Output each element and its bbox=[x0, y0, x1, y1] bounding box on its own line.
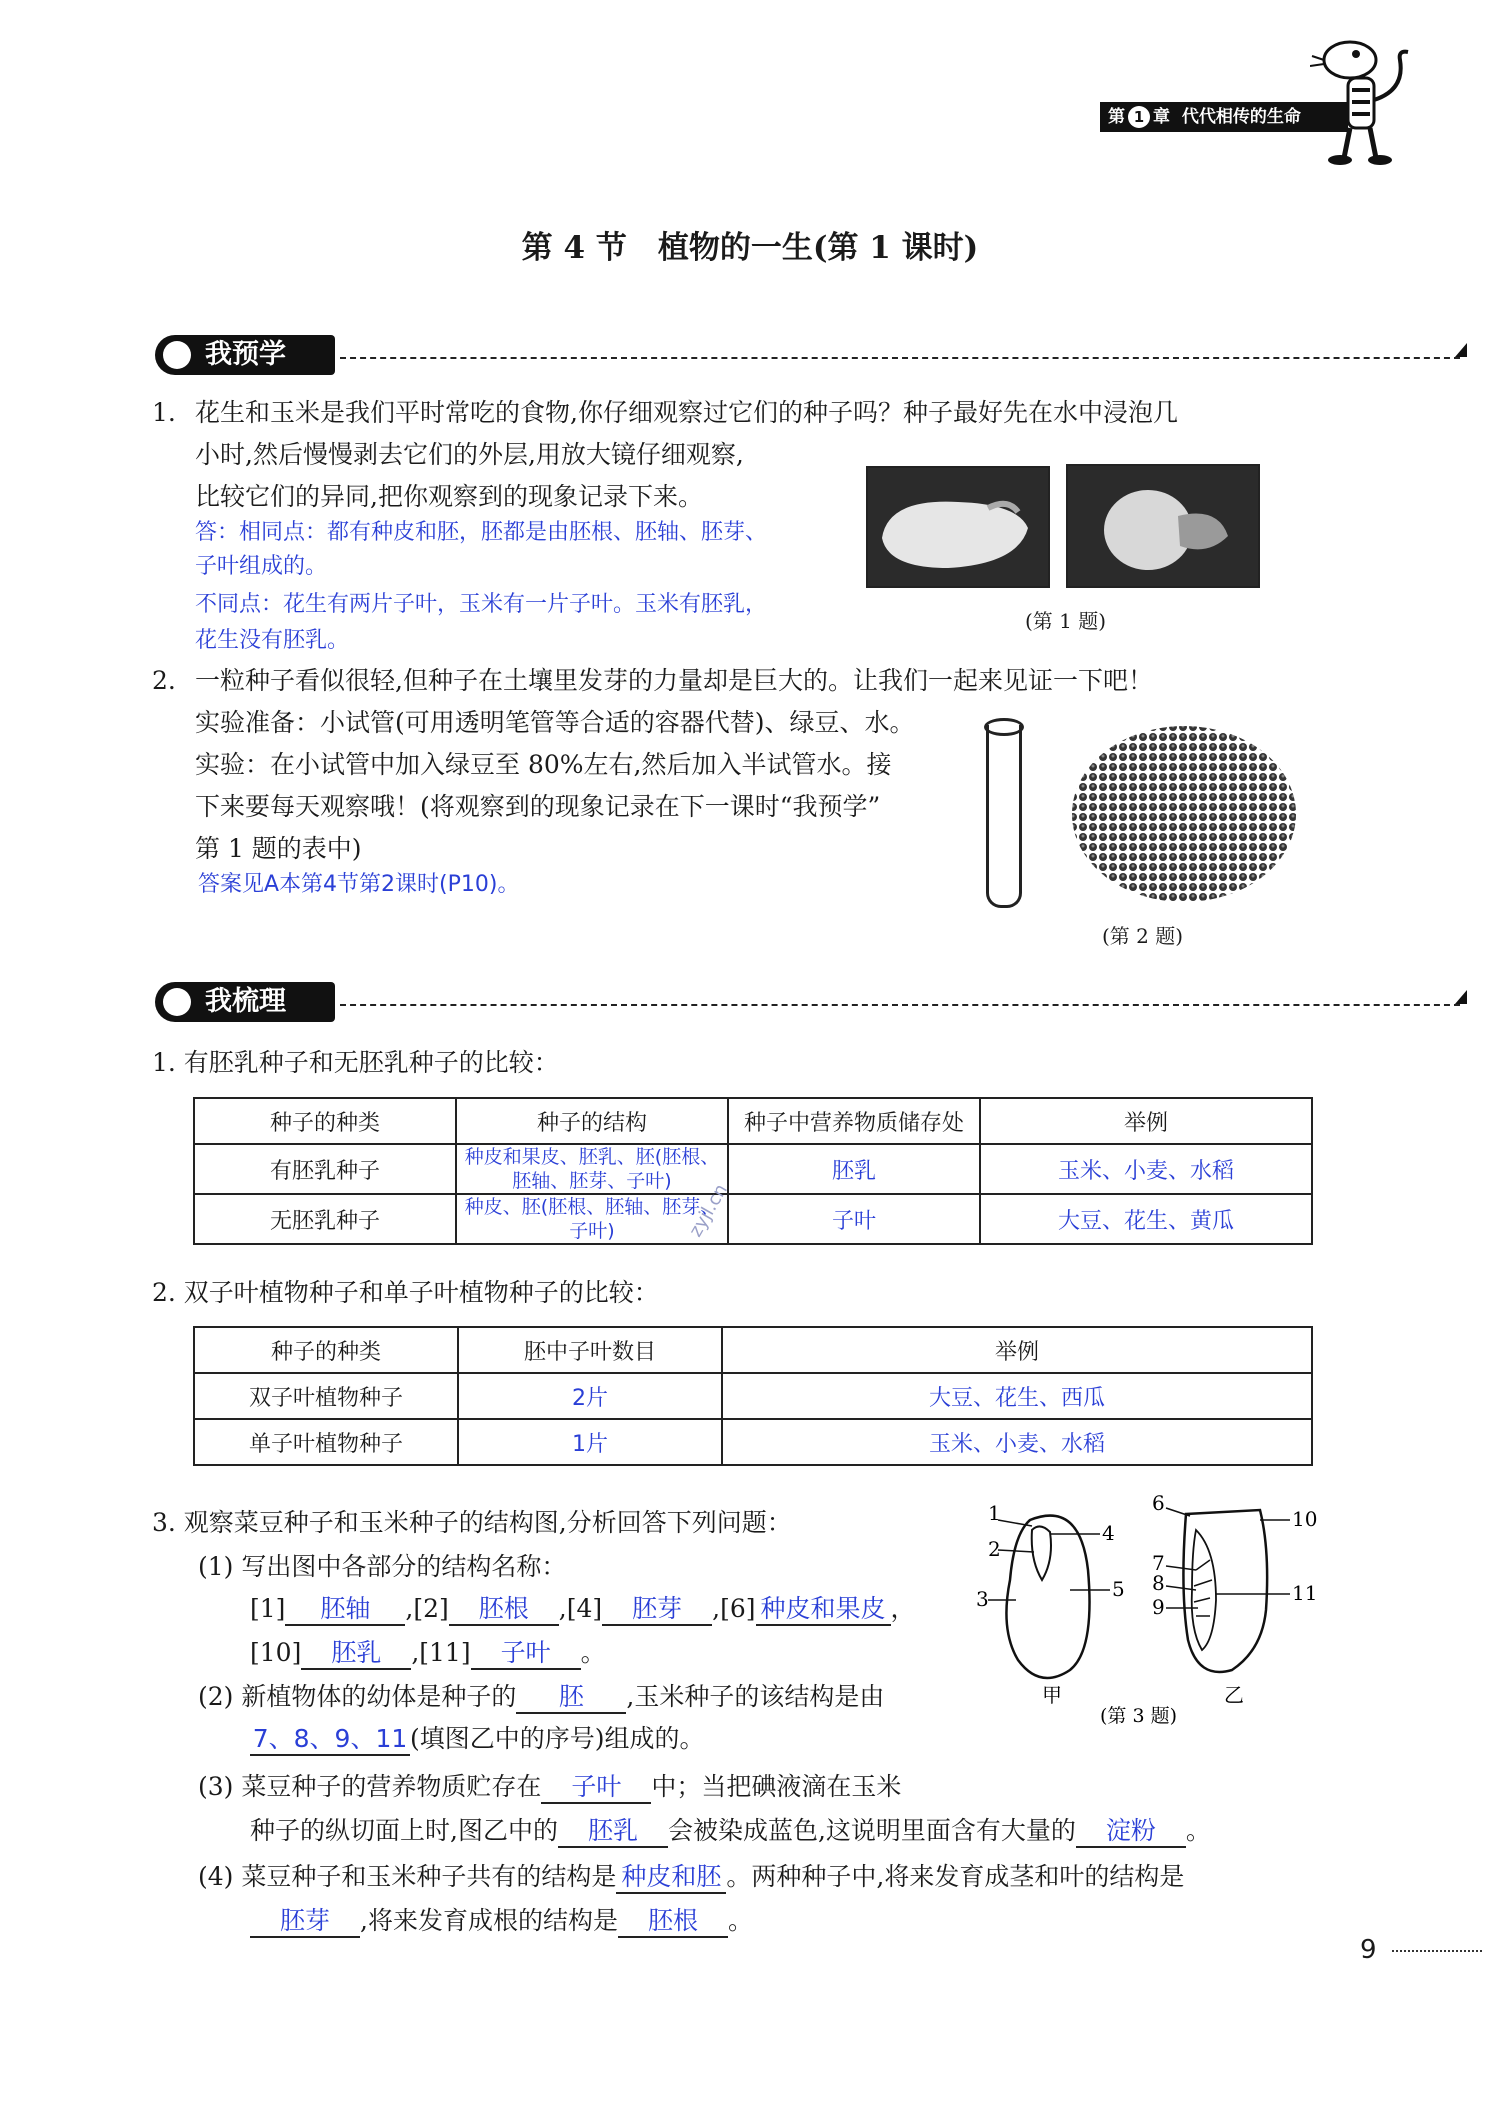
answer-blank: 种皮和果皮 bbox=[756, 1594, 891, 1626]
diagram-label: 10 bbox=[1292, 1507, 1318, 1531]
chapter-title: 代代相传的生命 bbox=[1181, 107, 1301, 127]
mung-beans-photo bbox=[1068, 722, 1300, 906]
divider bbox=[340, 1004, 1460, 1006]
fill-in-line: (4) 菜豆种子和玉米种子共有的结构是 种皮和胚 。两种种子中,将来发育成茎和叶的结构是 bbox=[198, 1856, 1184, 1898]
diagram-label: 9 bbox=[1152, 1595, 1165, 1619]
table-row bbox=[194, 1419, 1312, 1465]
table-cell-answer: 1片 bbox=[458, 1419, 722, 1465]
diagram-label: 5 bbox=[1112, 1577, 1125, 1601]
table-row bbox=[194, 1144, 1312, 1194]
answer-text: 答：相同点：都有种皮和胚，胚都是由胚根、胚轴、胚芽、 bbox=[195, 520, 768, 545]
table-header: 种子中营养物质储存处 bbox=[728, 1098, 980, 1144]
answer-blank: 胚乳 bbox=[558, 1816, 668, 1848]
test-tube-figure bbox=[986, 725, 1022, 908]
corn-seed-photo bbox=[866, 466, 1050, 588]
table-cell: 有胚乳种子 bbox=[194, 1144, 456, 1194]
answer-text: 答案见A本第4节第2课时(P10)。 bbox=[198, 872, 520, 897]
divider bbox=[340, 357, 1460, 359]
table-cell: 单子叶植物种子 bbox=[194, 1419, 458, 1465]
fill-in-line: 种子的纵切面上时,图乙中的 胚乳 会被染成蓝色,这说明里面含有大量的 淀粉 。 bbox=[250, 1810, 1211, 1852]
watermark: zyjl.cn bbox=[685, 1180, 732, 1241]
diagram-label: 8 bbox=[1152, 1571, 1165, 1595]
diagram-label: 7 bbox=[1152, 1551, 1165, 1575]
table-cell-answer: 子叶 bbox=[728, 1194, 980, 1244]
answer-blank: 胚乳 bbox=[301, 1638, 411, 1670]
section-label: 我梳理 bbox=[155, 982, 335, 1022]
diagram-label: 3 bbox=[976, 1587, 989, 1611]
fill-in-line: (2) 新植物体的幼体是种子的 胚 ,玉米种子的该结构是由 bbox=[198, 1676, 884, 1718]
question-number: 2. bbox=[152, 666, 176, 695]
figure-caption: (第 3 题) bbox=[1100, 1705, 1177, 1727]
diagram-label: 6 bbox=[1152, 1491, 1165, 1515]
table-cell: 无胚乳种子 bbox=[194, 1194, 456, 1244]
tiger-mascot-icon bbox=[1310, 30, 1420, 170]
table-header-row bbox=[194, 1098, 1312, 1144]
table-header: 种子的结构 bbox=[456, 1098, 728, 1144]
table-cell-answer: 种皮、胚(胚根、胚轴、胚芽、子叶) bbox=[456, 1194, 728, 1244]
table-cell-answer: 大豆、花生、西瓜 bbox=[722, 1373, 1312, 1419]
table-header-row bbox=[194, 1327, 1312, 1373]
answer-text: 子叶组成的。 bbox=[195, 554, 328, 579]
seed-structure-diagram bbox=[970, 1490, 1320, 1740]
peanut-seed-photo bbox=[1066, 464, 1260, 588]
endosperm-comparison-table bbox=[193, 1097, 1313, 1245]
figure-caption: (第 2 题) bbox=[1102, 924, 1184, 948]
sub-question: (1) 写出图中各部分的结构名称： bbox=[198, 1552, 567, 1581]
fill-in-line: [10] 胚乳 ,[11] 子叶 。 bbox=[250, 1632, 606, 1674]
question-text: 小时,然后慢慢剥去它们的外层,用放大镜仔细观察, bbox=[195, 440, 744, 469]
answer-text: 花生没有胚乳。 bbox=[195, 628, 350, 653]
question-text: 花生和玉米是我们平时常吃的食物,你仔细观察过它们的种子吗？种子最好先在水中浸泡几 bbox=[195, 398, 1178, 427]
table-row bbox=[194, 1373, 1312, 1419]
chapter-header: 第 1 章 代代相传的生命 bbox=[1100, 102, 1348, 132]
diagram-label: 4 bbox=[1102, 1521, 1115, 1545]
question-text: 实验准备：小试管(可用透明笔管等合适的容器代替)、绿豆、水。 bbox=[195, 708, 915, 737]
answer-blank: 淀粉 bbox=[1076, 1816, 1186, 1848]
question-text: 2. 双子叶植物种子和单子叶植物种子的比较： bbox=[152, 1278, 659, 1307]
table-cell: 双子叶植物种子 bbox=[194, 1373, 458, 1419]
figure-caption: (第 1 题) bbox=[1025, 609, 1107, 633]
chapter-number: 1 bbox=[1128, 106, 1150, 128]
answer-blank: 胚 bbox=[516, 1682, 626, 1714]
answer-blank: 7、8、9、11 bbox=[250, 1724, 410, 1756]
answer-blank: 种皮和胚 bbox=[616, 1862, 726, 1894]
table-header: 种子的种类 bbox=[194, 1327, 458, 1373]
question-text: 第 1 题的表中) bbox=[195, 834, 362, 863]
diagram-label: 乙 bbox=[1224, 1683, 1244, 1707]
table-row bbox=[194, 1194, 1312, 1244]
answer-blank: 子叶 bbox=[471, 1638, 581, 1670]
question-number: 1. bbox=[152, 398, 176, 427]
table-header: 胚中子叶数目 bbox=[458, 1327, 722, 1373]
table-cell-answer: 玉米、小麦、水稻 bbox=[980, 1144, 1312, 1194]
table-header: 举例 bbox=[980, 1098, 1312, 1144]
page-title: 第 4 节 植物的一生(第 1 课时) bbox=[521, 230, 979, 266]
question-text: 1. 有胚乳种子和无胚乳种子的比较： bbox=[152, 1048, 559, 1077]
fill-in-line: (3) 菜豆种子的营养物质贮存在 子叶 中；当把碘液滴在玉米 bbox=[198, 1766, 901, 1808]
table-header: 举例 bbox=[722, 1327, 1312, 1373]
section-icon bbox=[163, 341, 191, 369]
answer-blank: 胚根 bbox=[449, 1594, 559, 1626]
table-cell-answer: 2片 bbox=[458, 1373, 722, 1419]
page-arrow bbox=[1392, 1950, 1482, 1952]
question-text: 比较它们的异同,把你观察到的现象记录下来。 bbox=[195, 482, 703, 511]
fill-in-line: 7、8、9、11 (填图乙中的序号)组成的。 bbox=[250, 1718, 705, 1760]
diagram-label: 11 bbox=[1292, 1581, 1318, 1605]
table-cell-answer: 种皮和果皮、胚乳、胚(胚根、胚轴、胚芽、子叶) bbox=[456, 1144, 728, 1194]
table-header: 种子的种类 bbox=[194, 1098, 456, 1144]
table-cell-answer: 胚乳 bbox=[728, 1144, 980, 1194]
section-icon bbox=[163, 988, 191, 1016]
table-cell-answer: 玉米、小麦、水稻 bbox=[722, 1419, 1312, 1465]
answer-blank: 子叶 bbox=[541, 1772, 651, 1804]
answer-blank: 胚芽 bbox=[602, 1594, 712, 1626]
table-cell-answer: 大豆、花生、黄瓜 bbox=[980, 1194, 1312, 1244]
question-text: 下来要每天观察哦！(将观察到的现象记录在下一课时“我预学” bbox=[195, 792, 881, 821]
triangle-icon bbox=[1455, 343, 1467, 357]
answer-blank: 胚轴 bbox=[285, 1594, 405, 1626]
fill-in-line: 胚芽 ,将来发育成根的结构是 胚根 。 bbox=[250, 1900, 753, 1942]
question-text: 3. 观察菜豆种子和玉米种子的结构图,分析回答下列问题： bbox=[152, 1508, 792, 1537]
triangle-icon bbox=[1455, 990, 1467, 1004]
answer-blank: 胚根 bbox=[618, 1906, 728, 1938]
diagram-label: 1 bbox=[988, 1501, 1001, 1525]
question-text: 一粒种子看似很轻,但种子在土壤里发芽的力量却是巨大的。让我们一起来见证一下吧！ bbox=[195, 666, 1153, 695]
diagram-label: 2 bbox=[988, 1537, 1001, 1561]
diagram-label: 甲 bbox=[1042, 1683, 1062, 1707]
cotyledon-comparison-table bbox=[193, 1326, 1313, 1466]
question-text: 实验：在小试管中加入绿豆至 80%左右,然后加入半试管水。接 bbox=[195, 750, 892, 779]
answer-blank: 胚芽 bbox=[250, 1906, 360, 1938]
answer-text: 不同点：花生有两片子叶，玉米有一片子叶。玉米有胚乳， bbox=[195, 592, 768, 617]
fill-in-line: [1] 胚轴 ,[2] 胚根 ,[4] 胚芽 ,[6] 种皮和果皮 ， bbox=[250, 1588, 916, 1630]
page-number: 9 bbox=[1360, 1935, 1377, 1965]
section-label: 我预学 bbox=[155, 335, 335, 375]
